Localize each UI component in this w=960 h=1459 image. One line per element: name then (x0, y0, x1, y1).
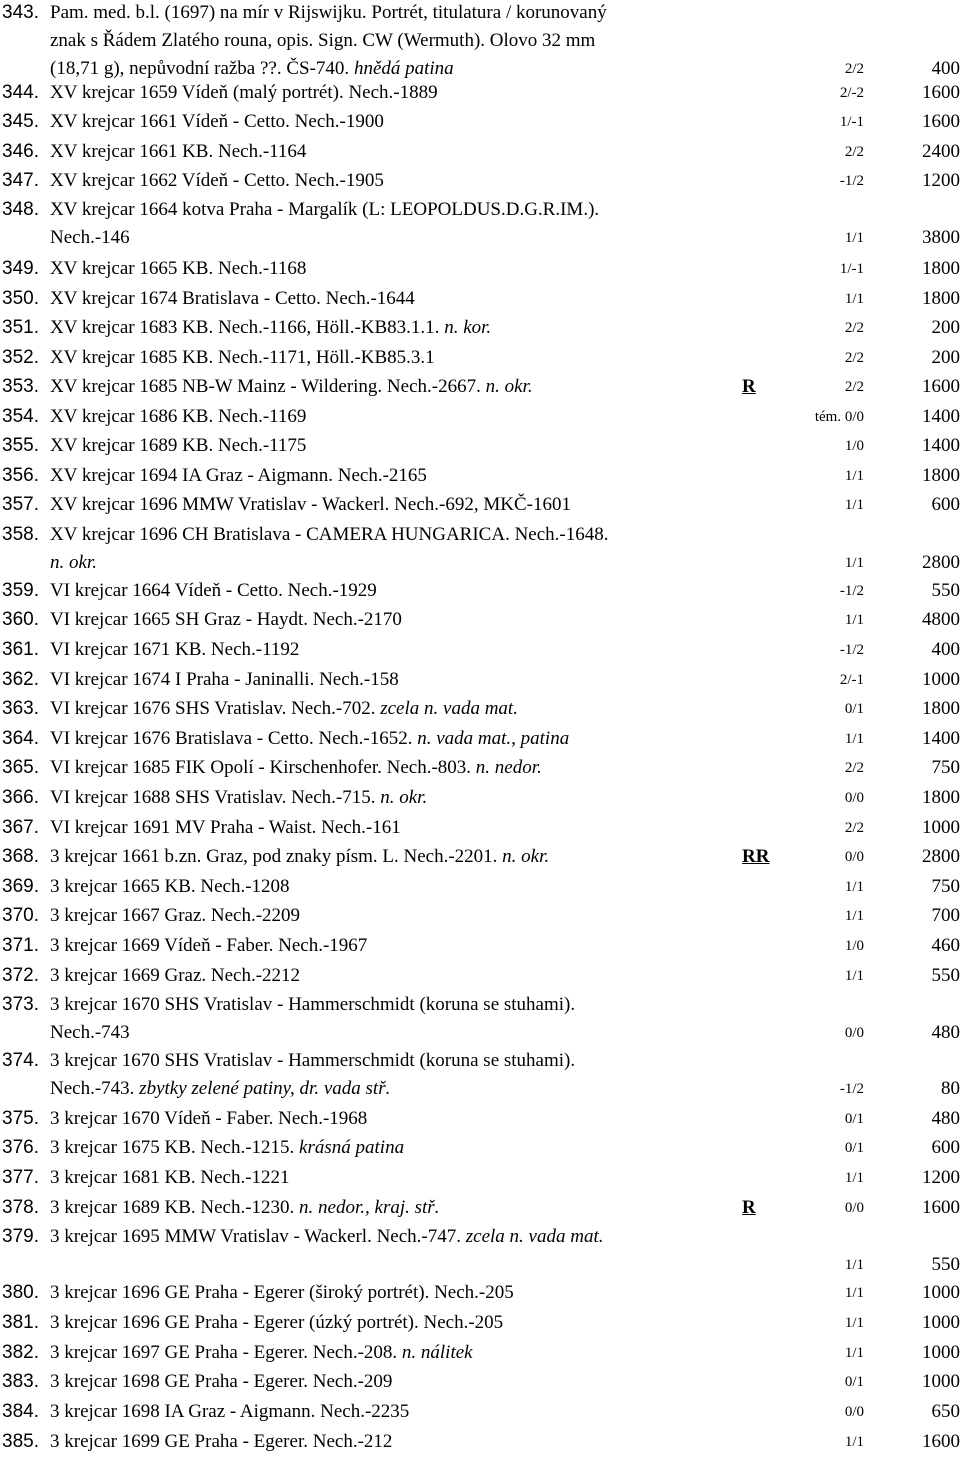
grade-value: 0/0 (844, 1404, 864, 1420)
lot-number: 349. (2, 258, 39, 279)
description-text: 3 krejcar 1698 IA Graz - Aigmann. Nech.-2235 (50, 1401, 410, 1422)
grade-value: 1/1 (844, 1285, 864, 1301)
lot-number: 369. (2, 876, 39, 897)
lot-entry (0, 494, 960, 522)
lot-entry (0, 935, 960, 963)
lot-entry (0, 1167, 960, 1195)
lot-description-line (50, 1312, 503, 1334)
price-value: 600 (931, 494, 960, 515)
lot-number: 364. (2, 728, 39, 749)
price-value: 1000 (922, 1342, 960, 1363)
lot-number: 368. (2, 846, 39, 867)
price-value: 3800 (922, 227, 960, 248)
grade-value: 2/2 (844, 379, 864, 395)
description-text: 3 krejcar 1696 GE Praha - Egerer (úzký portrét). Nech.-205 (50, 1312, 504, 1333)
rarity-mark: R (742, 1197, 756, 1218)
price-value: 550 (931, 965, 960, 986)
lot-description-line (50, 227, 130, 249)
lot-number: 372. (2, 965, 39, 986)
lot-entry (0, 609, 960, 637)
lot-description-line (50, 58, 454, 80)
condition-note: n. okr. (485, 376, 533, 397)
lot-number: 345. (2, 111, 39, 132)
grade-value: 2/2 (844, 760, 864, 776)
grade-value: 0/1 (844, 1111, 864, 1127)
price-value: 1200 (922, 1167, 960, 1188)
grade-value: 2/2 (844, 350, 864, 366)
description-text: 3 krejcar 1699 GE Praha - Egerer. Nech.-212 (50, 1431, 393, 1452)
lot-entry (0, 435, 960, 463)
lot-description-line (50, 376, 533, 398)
lot-number: 362. (2, 669, 39, 690)
lot-entry (0, 994, 960, 1050)
lot-entry (0, 170, 960, 198)
description-text: VI krejcar 1691 MV Praha - Waist. Nech.-161 (50, 817, 401, 838)
grade-value: 2/2 (844, 144, 864, 160)
grade-value: 2/2 (844, 320, 864, 336)
lot-entry (0, 111, 960, 139)
description-text: Nech.-743. (50, 1078, 140, 1099)
description-text: XV krejcar 1694 IA Graz - Aigmann. Nech.-2165 (50, 465, 427, 486)
description-text: Nech.-743 (50, 1022, 130, 1043)
lot-number: 383. (2, 1371, 39, 1392)
price-value: 200 (931, 347, 960, 368)
lot-description-line (50, 817, 401, 839)
lot-number: 382. (2, 1342, 39, 1363)
lot-description-line (50, 552, 97, 574)
description-text: 3 krejcar 1696 GE Praha - Egerer (široký portrét). Nech.-205 (50, 1282, 514, 1303)
lot-description-line (50, 609, 402, 631)
grade-value: 1/-1 (839, 114, 864, 130)
lot-description-line (50, 1226, 603, 1248)
grade-value: 1/1 (844, 1345, 864, 1361)
lot-entry (0, 1137, 960, 1165)
lot-description-line (50, 787, 427, 809)
description-text: 3 krejcar 1698 GE Praha - Egerer. Nech.-209 (50, 1371, 393, 1392)
price-value: 1000 (922, 1282, 960, 1303)
price-value: 1400 (922, 728, 960, 749)
lot-number: 374. (2, 1050, 39, 1071)
price-value: 600 (931, 1137, 960, 1158)
description-text: VI krejcar 1676 SHS Vratislav. Nech.-702. (50, 698, 381, 719)
condition-note: zbytky zelené patiny, dr. vada stř. (139, 1078, 391, 1099)
price-value: 1600 (922, 1431, 960, 1452)
lot-number: 347. (2, 170, 39, 191)
lot-number: 358. (2, 524, 39, 545)
condition-note: n. kor. (444, 317, 492, 338)
description-text: XV krejcar 1683 KB. Nech.-1166, Höll.-KB83.1.1. (50, 317, 445, 338)
lot-entry (0, 698, 960, 726)
grade-value: 1/1 (844, 612, 864, 628)
price-value: 480 (931, 1022, 960, 1043)
lot-number: 355. (2, 435, 39, 456)
grade-value: 1/1 (844, 731, 864, 747)
grade-value: 1/1 (844, 555, 864, 571)
price-value: 1200 (922, 170, 960, 191)
lot-entry (0, 1226, 960, 1282)
lot-entry (0, 846, 960, 874)
lot-number: 363. (2, 698, 39, 719)
description-text: XV krejcar 1674 Bratislava - Cetto. Nech.-1644 (50, 288, 415, 309)
lot-entry (0, 288, 960, 316)
price-value: 1400 (922, 406, 960, 427)
lot-number: 378. (2, 1197, 39, 1218)
price-value: 2800 (922, 552, 960, 573)
grade-value: 2/-1 (839, 672, 864, 688)
lot-number: 354. (2, 406, 39, 427)
lot-description-line (50, 580, 377, 602)
lot-description-line (50, 1431, 392, 1453)
lot-number: 352. (2, 347, 39, 368)
lot-number: 371. (2, 935, 39, 956)
lot-entry (0, 817, 960, 845)
lot-description-line (50, 2, 607, 24)
lot-description-line (50, 288, 415, 310)
lot-description-line (50, 1401, 409, 1423)
lot-description-line (50, 1197, 439, 1219)
grade-value: 1/1 (844, 1170, 864, 1186)
price-value: 1800 (922, 288, 960, 309)
description-text: XV krejcar 1685 KB. Nech.-1171, Höll.-KB85.3.1 (50, 347, 435, 368)
price-value: 80 (941, 1078, 960, 1099)
lot-entry (0, 876, 960, 904)
lot-entry (0, 199, 960, 255)
description-text: 3 krejcar 1670 Vídeň - Faber. Nech.-1968 (50, 1108, 368, 1129)
description-text: 3 krejcar 1670 SHS Vratislav - Hammerschmidt (koruna se stuhami). (50, 994, 576, 1015)
description-text: VI krejcar 1671 KB. Nech.-1192 (50, 639, 300, 660)
condition-note: n. nedor., kraj. stř. (299, 1197, 440, 1218)
grade-value: 0/0 (844, 1200, 864, 1216)
lot-entry (0, 965, 960, 993)
price-value: 1000 (922, 1371, 960, 1392)
lot-entry (0, 406, 960, 434)
lot-entry (0, 728, 960, 756)
description-text: XV krejcar 1696 MMW Vratislav - Wackerl. Nech.-692, MKČ-1601 (50, 494, 571, 515)
lot-description-line (50, 876, 290, 898)
condition-note: hnědá patina (353, 58, 454, 79)
price-value: 400 (931, 58, 960, 79)
price-value: 750 (931, 757, 960, 778)
grade-value: 2/2 (844, 820, 864, 836)
lot-description-line (50, 435, 306, 457)
lot-number: 385. (2, 1431, 39, 1452)
price-value: 550 (931, 1254, 960, 1275)
grade-value: 1/1 (844, 497, 864, 513)
lot-description-line (50, 846, 549, 868)
description-text: VI krejcar 1688 SHS Vratislav. Nech.-715. (50, 787, 381, 808)
lot-number: 350. (2, 288, 39, 309)
lot-entry (0, 1342, 960, 1370)
condition-note: n. okr. (380, 787, 428, 808)
description-text: XV krejcar 1696 CH Bratislava - CAMERA HUNGARICA. Nech.-1648. (50, 524, 609, 545)
lot-description-line (50, 347, 435, 369)
lot-number: 351. (2, 317, 39, 338)
condition-note: n. vada mat., patina (417, 728, 570, 749)
lot-entry (0, 639, 960, 667)
lot-description-line (50, 698, 518, 720)
lot-number: 373. (2, 994, 39, 1015)
lot-entry (0, 669, 960, 697)
description-text: VI krejcar 1676 Bratislava - Cetto. Nech.-1652. (50, 728, 418, 749)
lot-entry (0, 1431, 960, 1459)
lot-number: 343. (2, 2, 39, 23)
description-text: XV krejcar 1686 KB. Nech.-1169 (50, 406, 307, 427)
price-value: 1800 (922, 787, 960, 808)
price-value: 200 (931, 317, 960, 338)
grade-value: 0/0 (844, 1025, 864, 1041)
lot-description-line (50, 905, 300, 927)
lot-description-line (50, 1108, 367, 1130)
lot-description-line (50, 111, 384, 133)
lot-number: 370. (2, 905, 39, 926)
condition-note: krásná patina (299, 1137, 405, 1158)
price-value: 650 (931, 1401, 960, 1422)
price-value: 460 (931, 935, 960, 956)
grade-value: 1/0 (844, 438, 864, 454)
lot-entry (0, 580, 960, 608)
rarity-mark: RR (742, 846, 770, 867)
description-text: XV krejcar 1665 KB. Nech.-1168 (50, 258, 307, 279)
lot-number: 380. (2, 1282, 39, 1303)
lot-entry (0, 757, 960, 785)
description-text: Nech.-146 (50, 227, 130, 248)
lot-number: 353. (2, 376, 39, 397)
lot-entry (0, 1401, 960, 1429)
lot-description-line (50, 1371, 392, 1393)
lot-number: 348. (2, 199, 39, 220)
lot-description-line (50, 1137, 404, 1159)
price-value: 400 (931, 639, 960, 660)
description-text: VI krejcar 1665 SH Graz - Haydt. Nech.-2170 (50, 609, 402, 630)
lot-description-line (50, 1078, 390, 1100)
lot-entry (0, 1197, 960, 1225)
lot-number: 379. (2, 1226, 39, 1247)
lot-description-line (50, 494, 571, 516)
condition-note: n. nedor. (475, 757, 542, 778)
lot-description-line (50, 30, 595, 52)
lot-entry (0, 82, 960, 110)
lot-entry (0, 317, 960, 345)
description-text: VI krejcar 1664 Vídeň - Cetto. Nech.-1929 (50, 580, 377, 601)
condition-note: zcela n. vada mat. (380, 698, 518, 719)
price-value: 1600 (922, 1197, 960, 1218)
price-value: 480 (931, 1108, 960, 1129)
lot-description-line (50, 1022, 130, 1044)
description-text: (18,71 g), nepůvodní ražba ??. ČS-740. (50, 58, 354, 79)
grade-value: 0/1 (844, 1140, 864, 1156)
lot-description-line (50, 935, 367, 957)
lot-description-line (50, 728, 569, 750)
price-value: 2400 (922, 141, 960, 162)
price-value: 1000 (922, 817, 960, 838)
condition-note: n. nálitek (401, 1342, 473, 1363)
grade-value: 1/1 (844, 1434, 864, 1450)
lot-entry (0, 905, 960, 933)
grade-value: 0/1 (844, 1374, 864, 1390)
description-text: XV krejcar 1659 Vídeň (malý portrét). Nech.-1889 (50, 82, 438, 103)
grade-value: 1/1 (844, 1315, 864, 1331)
lot-description-line (50, 1342, 473, 1364)
price-value: 1800 (922, 698, 960, 719)
description-text: 3 krejcar 1681 KB. Nech.-1221 (50, 1167, 290, 1188)
lot-number: 381. (2, 1312, 39, 1333)
price-value: 1600 (922, 111, 960, 132)
grade-value: 2/-2 (839, 85, 864, 101)
condition-note: n. okr. (502, 846, 550, 867)
lot-description-line (50, 317, 491, 339)
grade-value: 1/1 (844, 968, 864, 984)
lot-description-line (50, 82, 438, 104)
lot-entry (0, 1312, 960, 1340)
description-text: XV krejcar 1662 Vídeň - Cetto. Nech.-1905 (50, 170, 384, 191)
lot-description-line (50, 170, 384, 192)
description-text: Pam. med. b.l. (1697) na mír v Rijswijku. Portrét, titulatura / korunovaný (50, 2, 607, 23)
lot-number: 360. (2, 609, 39, 630)
grade-value: 1/0 (844, 938, 864, 954)
lot-description-line (50, 199, 599, 221)
condition-note: zcela n. vada mat. (465, 1226, 604, 1247)
lot-description-line (50, 524, 609, 546)
description-text: XV krejcar 1661 Vídeň - Cetto. Nech.-1900 (50, 111, 384, 132)
lot-number: 344. (2, 82, 39, 103)
description-text: 3 krejcar 1697 GE Praha - Egerer. Nech.-208. (50, 1342, 402, 1363)
description-text: XV krejcar 1689 KB. Nech.-1175 (50, 435, 307, 456)
grade-value: -1/2 (839, 642, 864, 658)
price-value: 750 (931, 876, 960, 897)
lot-entry (0, 258, 960, 286)
grade-value: 1/1 (844, 1257, 864, 1273)
lot-description-line (50, 258, 306, 280)
lot-description-line (50, 965, 300, 987)
lot-description-line (50, 406, 306, 428)
description-text: XV krejcar 1685 NB-W Mainz - Wildering. Nech.-2667. (50, 376, 486, 397)
grade-value: -1/2 (839, 583, 864, 599)
lot-number: 361. (2, 639, 39, 660)
grade-value: 2/2 (844, 61, 864, 77)
lot-entry (0, 787, 960, 815)
condition-note: n. okr. (50, 552, 97, 573)
lot-entry (0, 1108, 960, 1136)
lot-number: 376. (2, 1137, 39, 1158)
description-text: 3 krejcar 1669 Graz. Nech.-2212 (50, 965, 301, 986)
lot-description-line (50, 1167, 290, 1189)
lot-number: 365. (2, 757, 39, 778)
grade-value: 1/1 (844, 879, 864, 895)
lot-description-line (50, 1050, 575, 1072)
description-text: 3 krejcar 1667 Graz. Nech.-2209 (50, 905, 301, 926)
price-value: 1000 (922, 1312, 960, 1333)
description-text: 3 krejcar 1675 KB. Nech.-1215. (50, 1137, 300, 1158)
price-value: 1000 (922, 669, 960, 690)
lot-entry (0, 1282, 960, 1310)
lot-entry (0, 524, 960, 580)
description-text: VI krejcar 1685 FIK Opolí - Kirschenhofer. Nech.-803. (50, 757, 476, 778)
description-text: XV krejcar 1664 kotva Praha - Margalík (L: LEOPOLDUS.D.G.R.IM.). (50, 199, 600, 220)
lot-entry (0, 141, 960, 169)
price-value: 1800 (922, 258, 960, 279)
grade-value: -1/2 (839, 173, 864, 189)
lot-description-line (50, 994, 575, 1016)
grade-value: -1/2 (839, 1081, 864, 1097)
description-text: 3 krejcar 1665 KB. Nech.-1208 (50, 876, 290, 897)
rarity-mark: R (742, 376, 756, 397)
description-text: 3 krejcar 1670 SHS Vratislav - Hammerschmidt (koruna se stuhami). (50, 1050, 576, 1071)
lot-entry (0, 347, 960, 375)
lot-description-line (50, 639, 299, 661)
grade-value: 1/1 (844, 468, 864, 484)
price-value: 1600 (922, 376, 960, 397)
price-value: 700 (931, 905, 960, 926)
grade-value: tém. 0/0 (814, 409, 864, 425)
description-text: 3 krejcar 1661 b.zn. Graz, pod znaky písm. L. Nech.-2201. (50, 846, 503, 867)
description-text: XV krejcar 1661 KB. Nech.-1164 (50, 141, 307, 162)
lot-entry (0, 376, 960, 404)
description-text: VI krejcar 1674 I Praha - Janinalli. Nech.-158 (50, 669, 399, 690)
lot-number: 377. (2, 1167, 39, 1188)
lot-number: 359. (2, 580, 39, 601)
grade-value: 0/1 (844, 701, 864, 717)
lot-number: 375. (2, 1108, 39, 1129)
description-text: 3 krejcar 1669 Vídeň - Faber. Nech.-1967 (50, 935, 368, 956)
price-value: 1400 (922, 435, 960, 456)
price-value: 4800 (922, 609, 960, 630)
lot-entry (0, 1371, 960, 1399)
lot-entry (0, 465, 960, 493)
description-text: 3 krejcar 1695 MMW Vratislav - Wackerl. Nech.-747. (50, 1226, 466, 1247)
lot-entry (0, 1050, 960, 1106)
grade-value: 1/1 (844, 291, 864, 307)
lot-number: 356. (2, 465, 39, 486)
grade-value: 0/0 (844, 790, 864, 806)
lot-description-line (50, 465, 427, 487)
lot-description-line (50, 757, 542, 779)
grade-value: 0/0 (844, 849, 864, 865)
grade-value: 1/-1 (839, 261, 864, 277)
lot-number: 367. (2, 817, 39, 838)
price-value: 2800 (922, 846, 960, 867)
description-text: 3 krejcar 1689 KB. Nech.-1230. (50, 1197, 300, 1218)
lot-number: 366. (2, 787, 39, 808)
lot-number: 357. (2, 494, 39, 515)
lot-description-line (50, 141, 306, 163)
grade-value: 1/1 (844, 230, 864, 246)
lot-number: 384. (2, 1401, 39, 1422)
grade-value: 1/1 (844, 908, 864, 924)
lot-description-line (50, 669, 399, 691)
lot-number: 346. (2, 141, 39, 162)
description-text: znak s Řádem Zlatého rouna, opis. Sign. CW (Wermuth). Olovo 32 mm (50, 30, 596, 51)
price-value: 550 (931, 580, 960, 601)
lot-description-line (50, 1282, 514, 1304)
price-value: 1800 (922, 465, 960, 486)
lot-entry (0, 2, 960, 86)
price-value: 1600 (922, 82, 960, 103)
